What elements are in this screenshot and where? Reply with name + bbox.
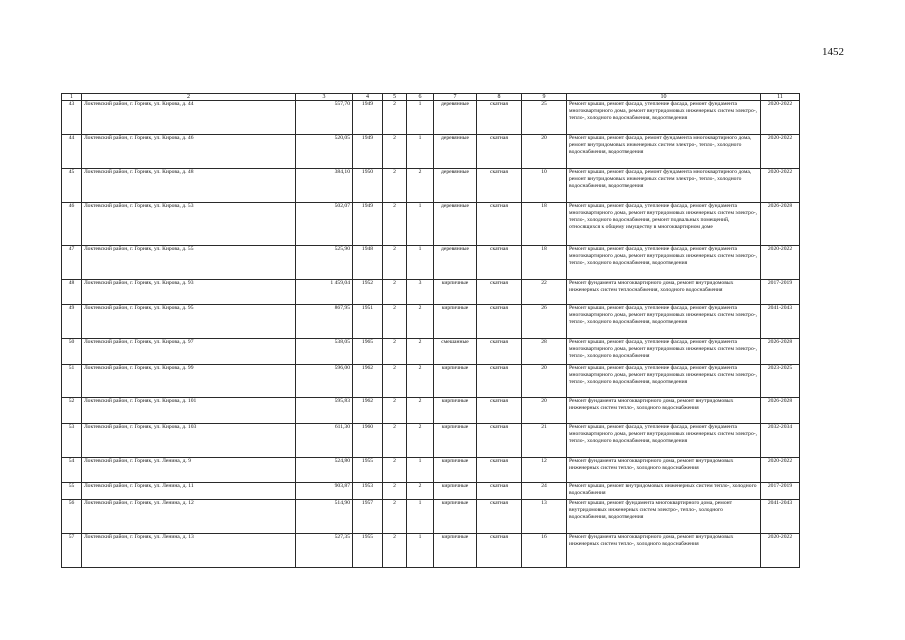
year-cell: 1962 xyxy=(353,398,383,424)
year-cell: 1948 xyxy=(353,246,383,280)
housing-repair-table xyxy=(61,93,800,568)
wear-cell: 20 xyxy=(522,135,567,169)
repair-works-cell: Ремонт крыши, ремонт фундамента многоквартирного дома, ремонт внутридомовых инженерных систем электро-, тепло-, холодного водоснабжения, водоотведения xyxy=(567,500,761,534)
roof-type-cell: скатная xyxy=(477,101,522,135)
repair-period-cell: 2023-2025 xyxy=(761,365,800,398)
repair-period-cell: 2026-2028 xyxy=(761,339,800,365)
roof-type-cell: скатная xyxy=(477,246,522,280)
address-cell: Локтевский район, г. Горняк, ул. Кирова, д. 103 xyxy=(82,424,296,458)
roof-type-cell: скатная xyxy=(477,203,522,246)
table-row xyxy=(62,135,800,169)
wear-cell: 20 xyxy=(522,365,567,398)
wear-cell: 20 xyxy=(522,398,567,424)
area-cell: 903,87 xyxy=(296,483,353,500)
row-number: 43 xyxy=(62,101,82,135)
entrances-cell: 2 xyxy=(407,424,434,458)
year-cell: 1962 xyxy=(353,365,383,398)
column-number: 8 xyxy=(477,94,522,101)
year-cell: 1949 xyxy=(353,101,383,135)
column-number: 2 xyxy=(82,94,296,101)
row-number: 57 xyxy=(62,534,82,568)
year-cell: 1955 xyxy=(353,458,383,483)
entrances-cell: 2 xyxy=(407,169,434,203)
table-row xyxy=(62,398,800,424)
roof-type-cell: скатная xyxy=(477,339,522,365)
repair-period-cell: 2032-2034 xyxy=(761,424,800,458)
area-cell: 527,35 xyxy=(296,534,353,568)
floors-cell: 2 xyxy=(383,169,407,203)
area-cell: 867,95 xyxy=(296,305,353,339)
address-cell: Локтевский район, г. Горняк, ул. Кирова, д. 95 xyxy=(82,305,296,339)
table-row xyxy=(62,424,800,458)
repair-works-cell: Ремонт крыши, ремонт фасада, утепление фасада, ремонт фундамента многоквартирного дома, ремонт внутридомовых инженерных систем электро-, тепло-, холодного водоснабжения, водоотведения xyxy=(567,365,761,398)
repair-works-cell: Ремонт фундамента многоквартирного дома, ремонт внутридомовых инженерных систем теплоснабжения, холодного водоснабжения xyxy=(567,280,761,305)
area-cell: 538,05 xyxy=(296,339,353,365)
area-cell: 384,10 xyxy=(296,169,353,203)
wall-material-cell: смешанные xyxy=(434,339,477,365)
address-cell: Локтевский район, г. Горняк, ул. Ленина, д. 13 xyxy=(82,534,296,568)
year-cell: 1957 xyxy=(353,500,383,534)
address-cell: Локтевский район, г. Горняк, ул. Кирова, д. 48 xyxy=(82,169,296,203)
repair-period-cell: 2020-2022 xyxy=(761,101,800,135)
repair-works-cell: Ремонт крыши, ремонт внутридомовых инженерных систем тепло-, холодного водоснабжения xyxy=(567,483,761,500)
entrances-cell: 1 xyxy=(407,458,434,483)
year-cell: 1949 xyxy=(353,135,383,169)
column-number-row xyxy=(62,94,800,101)
entrances-cell: 1 xyxy=(407,135,434,169)
floors-cell: 2 xyxy=(383,398,407,424)
row-number: 53 xyxy=(62,424,82,458)
row-number: 56 xyxy=(62,500,82,534)
year-cell: 1949 xyxy=(353,203,383,246)
address-cell: Локтевский район, г. Горняк, ул. Кирова, д. 46 xyxy=(82,135,296,169)
entrances-cell: 1 xyxy=(407,534,434,568)
repair-period-cell: 2017-2019 xyxy=(761,483,800,500)
row-number: 48 xyxy=(62,280,82,305)
wear-cell: 13 xyxy=(522,500,567,534)
repair-works-cell: Ремонт крыши, ремонт фасада, утепление фасада, ремонт фундамента многоквартирного дома, ремонт внутридомовых инженерных систем электро-, тепло-, холодного водоснабжения, ремонт подвальных помещений, относящихся к общему имуществу в многоквартирном доме xyxy=(567,203,761,246)
wear-cell: 10 xyxy=(522,169,567,203)
table-row xyxy=(62,365,800,398)
column-number: 10 xyxy=(567,94,761,101)
repair-works-cell: Ремонт крыши, ремонт фасада, утепление фасада, ремонт фундамента многоквартирного дома, ремонт внутридомовых инженерных систем электро-, тепло-, холодного водоснабжения, водоотведения xyxy=(567,101,761,135)
floors-cell: 2 xyxy=(383,101,407,135)
year-cell: 1965 xyxy=(353,339,383,365)
entrances-cell: 2 xyxy=(407,483,434,500)
year-cell: 1950 xyxy=(353,169,383,203)
wall-material-cell: деревянные xyxy=(434,203,477,246)
address-cell: Локтевский район, г. Горняк, ул. Кирова, д. 93 xyxy=(82,280,296,305)
repair-works-cell: Ремонт крыши, ремонт фасада, утепление фасада, ремонт фундамента многоквартирного дома, ремонт внутридомовых инженерных систем электро-, тепло-, холодного водоснабжения, водоотведения xyxy=(567,246,761,280)
floors-cell: 2 xyxy=(383,483,407,500)
table-row xyxy=(62,246,800,280)
table-body xyxy=(62,101,800,568)
year-cell: 1953 xyxy=(353,483,383,500)
area-cell: 525,90 xyxy=(296,246,353,280)
floors-cell: 2 xyxy=(383,280,407,305)
area-cell: 1 459,04 xyxy=(296,280,353,305)
wall-material-cell: кирпичные xyxy=(434,458,477,483)
area-cell: 611,30 xyxy=(296,424,353,458)
row-number: 46 xyxy=(62,203,82,246)
floors-cell: 2 xyxy=(383,458,407,483)
row-number: 49 xyxy=(62,305,82,339)
floors-cell: 2 xyxy=(383,203,407,246)
floors-cell: 2 xyxy=(383,424,407,458)
roof-type-cell: скатная xyxy=(477,483,522,500)
wear-cell: 26 xyxy=(522,305,567,339)
repair-works-cell: Ремонт крыши, ремонт фасада, ремонт фундамента многоквартирного дома, ремонт внутридомовых инженерных систем электро-, тепло-, холодного водоснабжения, водоотведения xyxy=(567,169,761,203)
column-number: 1 xyxy=(62,94,82,101)
wear-cell: 22 xyxy=(522,280,567,305)
year-cell: 1960 xyxy=(353,424,383,458)
wall-material-cell: кирпичные xyxy=(434,534,477,568)
repair-period-cell: 2026-2028 xyxy=(761,203,800,246)
column-number: 7 xyxy=(434,94,477,101)
roof-type-cell: скатная xyxy=(477,534,522,568)
wear-cell: 24 xyxy=(522,483,567,500)
repair-period-cell: 2041-2043 xyxy=(761,500,800,534)
entrances-cell: 2 xyxy=(407,365,434,398)
wall-material-cell: кирпичные xyxy=(434,424,477,458)
area-cell: 520,05 xyxy=(296,135,353,169)
entrances-cell: 3 xyxy=(407,280,434,305)
repair-works-cell: Ремонт фундамента многоквартирного дома, ремонт внутридомовых инженерных систем тепло-, холодного водоснабжения xyxy=(567,458,761,483)
roof-type-cell: скатная xyxy=(477,500,522,534)
entrances-cell: 2 xyxy=(407,398,434,424)
row-number: 51 xyxy=(62,365,82,398)
repair-period-cell: 2026-2028 xyxy=(761,398,800,424)
floors-cell: 2 xyxy=(383,365,407,398)
table-row xyxy=(62,169,800,203)
address-cell: Локтевский район, г. Горняк, ул. Кирова, д. 44 xyxy=(82,101,296,135)
area-cell: 514,90 xyxy=(296,500,353,534)
wall-material-cell: кирпичные xyxy=(434,365,477,398)
repair-works-cell: Ремонт крыши, ремонт фасада, утепление фасада, ремонт фундамента многоквартирного дома, ремонт внутридомовых инженерных систем электро-, тепло-, холодного водоснабжения, водоотведения xyxy=(567,305,761,339)
entrances-cell: 2 xyxy=(407,305,434,339)
column-number: 4 xyxy=(353,94,383,101)
repair-period-cell: 2017-2019 xyxy=(761,280,800,305)
roof-type-cell: скатная xyxy=(477,365,522,398)
row-number: 50 xyxy=(62,339,82,365)
page-number: 1452 xyxy=(822,46,844,58)
repair-works-cell: Ремонт фундамента многоквартирного дома, ремонт внутридомовых инженерных систем тепло-, холодного водоснабжения xyxy=(567,398,761,424)
year-cell: 1951 xyxy=(353,305,383,339)
floors-cell: 2 xyxy=(383,305,407,339)
row-number: 52 xyxy=(62,398,82,424)
table-row xyxy=(62,339,800,365)
table-row xyxy=(62,101,800,135)
repair-works-cell: Ремонт крыши, ремонт фасада, ремонт фундамента многоквартирного дома, ремонт внутридомовых инженерных систем электро-, тепло-, холодного водоснабжения, водоотведения xyxy=(567,135,761,169)
repair-works-cell: Ремонт фундамента многоквартирного дома, ремонт внутридомовых инженерных систем тепло-, холодного водоснабжения xyxy=(567,534,761,568)
address-cell: Локтевский район, г. Горняк, ул. Ленина, д. 11 xyxy=(82,483,296,500)
repair-period-cell: 2020-2022 xyxy=(761,169,800,203)
area-cell: 596,00 xyxy=(296,365,353,398)
wear-cell: 21 xyxy=(522,424,567,458)
address-cell: Локтевский район, г. Горняк, ул. Ленина, д. 9 xyxy=(82,458,296,483)
wall-material-cell: кирпичные xyxy=(434,305,477,339)
address-cell: Локтевский район, г. Горняк, ул. Кирова, д. 97 xyxy=(82,339,296,365)
column-number: 3 xyxy=(296,94,353,101)
wear-cell: 16 xyxy=(522,534,567,568)
address-cell: Локтевский район, г. Горняк, ул. Кирова, д. 53 xyxy=(82,203,296,246)
entrances-cell: 1 xyxy=(407,500,434,534)
wall-material-cell: кирпичные xyxy=(434,483,477,500)
entrances-cell: 2 xyxy=(407,339,434,365)
table-row xyxy=(62,483,800,500)
roof-type-cell: скатная xyxy=(477,424,522,458)
area-cell: 524,80 xyxy=(296,458,353,483)
area-cell: 595,83 xyxy=(296,398,353,424)
row-number: 45 xyxy=(62,169,82,203)
column-number: 11 xyxy=(761,94,800,101)
table-row xyxy=(62,534,800,568)
wall-material-cell: деревянные xyxy=(434,169,477,203)
floors-cell: 2 xyxy=(383,339,407,365)
roof-type-cell: скатная xyxy=(477,398,522,424)
table-row xyxy=(62,305,800,339)
repair-works-cell: Ремонт крыши, ремонт фасада, утепление фасада, ремонт фундамента многоквартирного дома, ремонт внутридомовых инженерных систем электро-, тепло-, холодного водоснабжения xyxy=(567,339,761,365)
table-row xyxy=(62,280,800,305)
roof-type-cell: скатная xyxy=(477,135,522,169)
address-cell: Локтевский район, г. Горняк, ул. Кирова, д. 55 xyxy=(82,246,296,280)
wall-material-cell: деревянные xyxy=(434,246,477,280)
address-cell: Локтевский район, г. Горняк, ул. Ленина, д. 12 xyxy=(82,500,296,534)
floors-cell: 2 xyxy=(383,135,407,169)
wear-cell: 18 xyxy=(522,246,567,280)
wear-cell: 12 xyxy=(522,458,567,483)
repair-period-cell: 2020-2022 xyxy=(761,246,800,280)
roof-type-cell: скатная xyxy=(477,280,522,305)
row-number: 54 xyxy=(62,458,82,483)
wall-material-cell: кирпичные xyxy=(434,500,477,534)
repair-period-cell: 2020-2022 xyxy=(761,534,800,568)
table-row xyxy=(62,458,800,483)
wear-cell: 25 xyxy=(522,101,567,135)
table-row xyxy=(62,203,800,246)
address-cell: Локтевский район, г. Горняк, ул. Кирова, д. 101 xyxy=(82,398,296,424)
floors-cell: 2 xyxy=(383,500,407,534)
column-number: 6 xyxy=(407,94,434,101)
repair-period-cell: 2020-2022 xyxy=(761,135,800,169)
area-cell: 557,70 xyxy=(296,101,353,135)
wall-material-cell: деревянные xyxy=(434,135,477,169)
table-row xyxy=(62,500,800,534)
column-number: 9 xyxy=(522,94,567,101)
row-number: 44 xyxy=(62,135,82,169)
wall-material-cell: кирпичные xyxy=(434,398,477,424)
roof-type-cell: скатная xyxy=(477,458,522,483)
repair-period-cell: 2041-2043 xyxy=(761,305,800,339)
year-cell: 1952 xyxy=(353,280,383,305)
floors-cell: 2 xyxy=(383,534,407,568)
wall-material-cell: деревянные xyxy=(434,101,477,135)
area-cell: 502,07 xyxy=(296,203,353,246)
wear-cell: 18 xyxy=(522,203,567,246)
wear-cell: 28 xyxy=(522,339,567,365)
row-number: 55 xyxy=(62,483,82,500)
wall-material-cell: кирпичные xyxy=(434,280,477,305)
roof-type-cell: скатная xyxy=(477,169,522,203)
roof-type-cell: скатная xyxy=(477,305,522,339)
repair-works-cell: Ремонт крыши, ремонт фасада, утепление фасада, ремонт фундамента многоквартирного дома, ремонт внутридомовых инженерных систем электро-, тепло-, холодного водоснабжения, водоотведения xyxy=(567,424,761,458)
entrances-cell: 1 xyxy=(407,101,434,135)
entrances-cell: 1 xyxy=(407,246,434,280)
address-cell: Локтевский район, г. Горняк, ул. Кирова, д. 99 xyxy=(82,365,296,398)
repair-period-cell: 2020-2022 xyxy=(761,458,800,483)
row-number: 47 xyxy=(62,246,82,280)
floors-cell: 2 xyxy=(383,246,407,280)
entrances-cell: 1 xyxy=(407,203,434,246)
year-cell: 1955 xyxy=(353,534,383,568)
column-number: 5 xyxy=(383,94,407,101)
